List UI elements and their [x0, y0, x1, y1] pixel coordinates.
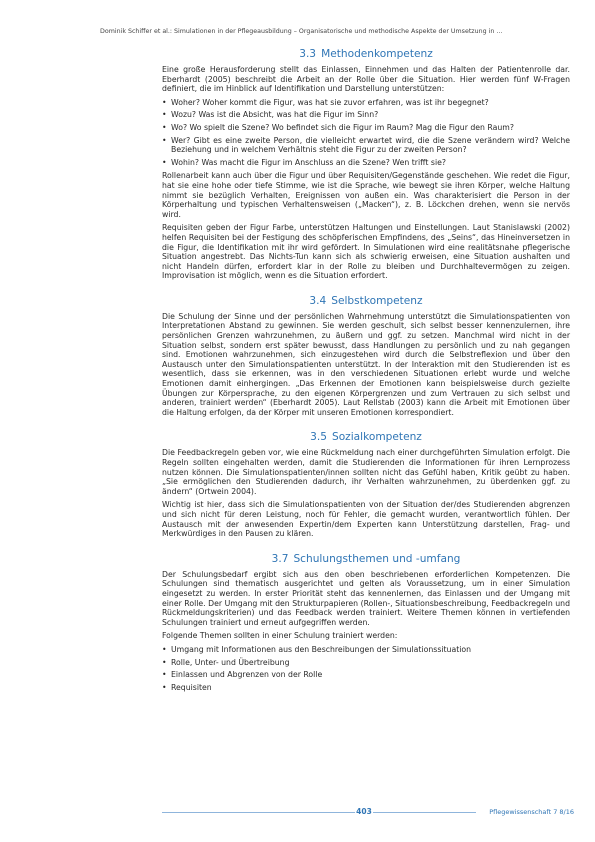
list-item: • Wo? Wo spielt die Szene? Wo befindet sich die Figur im Raum? Mag die Figur den Raum? [162, 123, 570, 133]
section-title: Sozialkompetenz [331, 431, 422, 444]
section-number: 3.3 [299, 48, 317, 60]
list-item: • Umgang mit Informationen aus den Beschreibungen der Simulationssituation [162, 645, 570, 655]
list-item: • Einlassen und Abgrenzen von der Rolle [162, 670, 570, 680]
list-item: • Wohin? Was macht die Figur im Anschluss an die Szene? Wen trifft sie? [162, 158, 570, 168]
article-body [162, 48, 570, 696]
section-spacer [162, 285, 570, 295]
list-item: • Rolle, Unter- und Übertreibung [162, 658, 570, 668]
running-header: Dominik Schiffer et al.: Simulationen in der Pflegeausbildung – Organisatorische und methodische Aspekte der Umsetzung in ... [100, 28, 503, 35]
paragraph: Die Feedbackregeln geben vor, wie eine Rückmeldung nach einer durchgeführten Simulation erfolgt. Die Regeln sollten eingehalten werden, damit die Studierenden die Informationen für ihren Lernprozess nutzen können. Die Simulationspatienten/innen sollten nicht das Gefühl haben, Kritik geübt zu haben. „Sie ermöglichen den Studierenden dadurch, ihr Verhalten wahrzunehmen, zu überdenken ggf. zu ändern“ (Ortwein 2004). [162, 448, 570, 496]
list-item: • Woher? Woher kommt die Figur, was hat sie zuvor erfahren, was ist ihr begegnet? [162, 98, 570, 108]
section-number: 3.5 [310, 431, 327, 444]
training-topics-list [162, 645, 570, 692]
journal-name: Pflegewissenschaft 7 8/16 [476, 807, 574, 817]
section-number: 3.4 [309, 294, 327, 307]
section-heading-selbstkompetenz [162, 295, 570, 307]
section-title: Methodenkompetenz [321, 48, 433, 60]
paragraph: Requisiten geben der Figur Farbe, unterstützen Haltungen und Einstellungen. Laut Stanislawski (2002) helfen Requisiten bei der Festigung des schöpferischen Empfindens, des „Seins“, das Hineinversetzen in die Figur, die Identifikation mit ihr wird gefördert. In Simulationen wird eine realitätsnahe pflegerische Situation angestrebt. Das Nichts-Tun kann sich als schwierig erweisen, eine Situation aushalten und nicht Handeln dürfen, erfordert klar in der Rolle zu bleiben und Durchhaltevermögen zu zeigen. Improvisation ist möglich, wenn es die Situation erfordert. [162, 223, 570, 281]
page-number: 403 [356, 807, 372, 816]
section-spacer [162, 421, 570, 431]
paragraph: Folgende Themen sollten in einer Schulung trainiert werden: [162, 631, 398, 641]
section-heading-methodenkompetenz [162, 48, 570, 60]
paragraph: Die Schulung der Sinne und der persönlichen Wahrnehmung unterstützt die Simulationspatienten von Interpretationen Abstand zu gewinnen. Sie werden geschult, sich selbst besser kennenzulernen, ihre persönlichen Grenzen wahrzunehmen, zu äußern und ggf. zu setzen. Manchmal wird nicht in der Situation selbst, sondern erst später bewusst, dass Handlungen zu persönlich und zu nah gegangen sind. Emotionen wahrzunehmen, sich einzugestehen wird durch die Selbstreflexion und über den Austausch unter den Simulationspatienten unterstützt. In der Interaktion mit den Studierenden ist es wesentlich, dass sie erkennen, was in den verschiedenen Situationen erlebt wurde und welche Emotionen damit einhergingen. „Das Erkennen der Emotionen kann beispielsweise durch gezielte Übungen zur Körpersprache, zu den eigenen Körpergrenzen und zum Vertrauen zu sich selbst und anderen, trainiert werden“ (Eberhardt 2005). Laut Rellstab (2003) kann die Arbeit mit Emotionen über die Haltung erfolgen, da der Körper mit unseren Emotionen korrespondiert. [162, 311, 570, 417]
section-heading-schulungsthemen [162, 553, 570, 565]
section-title: Schulungsthemen und -umfang [293, 552, 461, 565]
section-spacer [162, 543, 570, 553]
list-item: • Requisiten [162, 683, 570, 693]
paragraph: Wichtig ist hier, dass sich die Simulationspatienten von der Situation der/des Studierenden abgrenzen und sich nicht für deren Leistung, noch für Fehler, die gemacht wurden, verantwortlich fühlen. Der Austausch mit der anwesenden Expertin/dem Experten kann Unterstützung darstellen, Frag- und Merkwürdiges in den Pausen zu klären. [162, 500, 570, 539]
section-title: Selbstkompetenz [331, 294, 423, 307]
section-number: 3.7 [271, 552, 289, 565]
w-questions-list [162, 98, 570, 168]
paragraph: Eine große Herausforderung stellt das Einlassen, Einnehmen und das Halten der Patientenrolle dar. Eberhardt (2005) beschreibt die Arbeit an der Rolle über die Situation. Hier werden fünf W-Fragen definiert, die im Hinblick auf Identifikation und Darstellung unterstützen: [162, 65, 570, 94]
paragraph: Rollenarbeit kann auch über die Figur und über Requisiten/Gegenstände geschehen. Wie redet die Figur, hat sie eine hohe oder tiefe Stimme, wie ist die Sprache, wie bewegt sie ihren Körper, welche Haltung nimmt sie bezüglich Verhalten, Ereignissen von außen ein. Was charakterisiert die Person in der Körperhaltung und typischen Verhaltensweisen („Macken“), z. B. Löckchen drehen, wenn sie nervös wird. [162, 171, 570, 219]
list-item: • Wer? Gibt es eine zweite Person, die vielleicht erwartet wird, die die Szene verändern wird? Welche Beziehung und in welchem Verhältnis steht die Figur zu der zweiten Person? [162, 136, 570, 155]
list-item: • Wozu? Was ist die Absicht, was hat die Figur im Sinn? [162, 110, 570, 120]
paragraph: Der Schulungsbedarf ergibt sich aus den oben beschriebenen erforderlichen Kompetenzen. Die Schulungen sind thematisch ausgerichtet und gelten als Voraussetzung, um in einer Simulation eingesetzt zu werden. In erster Priorität steht das kennenlernen, das Einlassen und der Umgang mit einer Rolle. Der Umgang mit den Strukturpapieren (Rollen-, Situationsbeschreibung, Feedbackregeln und Rückmeldungskriterien) und das Feedback werden trainiert. Weitere Themen können in vertiefenden Schulungen trainiert und erneut aufgegriffen werden. [162, 569, 570, 627]
section-heading-sozialkompetenz [162, 431, 570, 443]
